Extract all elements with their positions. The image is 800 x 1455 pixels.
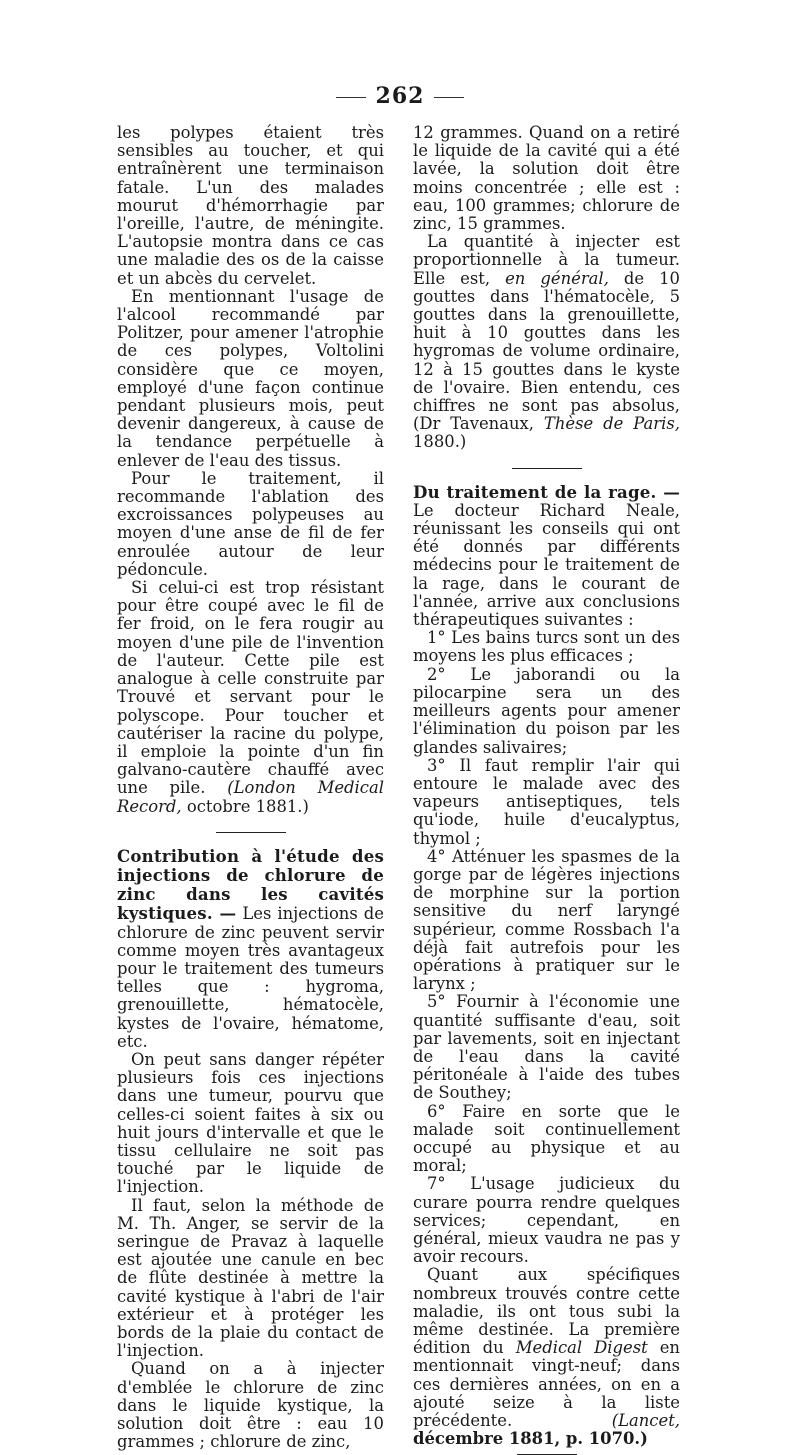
- paragraph: On peut sans danger répéter plusieurs fois ces injections dans une tumeur, pourvu que celles-ci soient faites à six ou huit jours d'intervalle et que le tissu cellulaire ne soit pas touché par le liquide de l'injection.: [117, 1049, 384, 1197]
- reference-author: (Dr Tavenaux,: [413, 414, 535, 434]
- paragraph: 12 grammes. Quand on a retiré le liquide de la cavité qui a été lavée, la solution doit être moins concentrée ; elle est : eau, 100 grammes; chlorure de zinc, 15 grammes.: [413, 123, 680, 234]
- source-title: (London Medical Record,: [117, 778, 384, 816]
- section-heading: [413, 483, 680, 630]
- section-divider: [216, 832, 286, 833]
- reference-title: Thèse de Paris,: [543, 414, 680, 434]
- heading-text: Contribution à l'étude des injections de chlorure de zinc dans les cavités kystiques. —: [117, 845, 384, 924]
- section-heading: [117, 847, 384, 1051]
- section-divider: [512, 468, 582, 469]
- page-number-text: 262: [375, 83, 425, 109]
- heading-text: Du traitement de la rage. —: [413, 481, 680, 502]
- reference-year: 1880.): [413, 432, 467, 452]
- page-number-dash-left: [336, 97, 366, 98]
- emphasis: en général,: [505, 268, 609, 288]
- source-date: octobre 1881.): [186, 796, 309, 816]
- list-item: 3° Il faut remplir l'air qui entoure le malade avec des vapeurs antiseptiques, tels qu'iode, huile d'eucalyptus, thymol ;: [413, 755, 680, 848]
- paragraph: [413, 233, 680, 451]
- list-item: 4° Atténuer les spasmes de la gorge par de légères injections de morphine sur la portion sensitive du nerf laryngé supérieur, comme Rossbach l'a déjà fait autrefois pour les opérations à pratiquer sur le larynx ;: [413, 846, 680, 994]
- list-item: 7° L'usage judicieux du curare pourra rendre quelques services; cependant, en général, mieux vaudra ne pas y avoir recours.: [413, 1174, 680, 1267]
- page-number-dash-right: [434, 97, 464, 98]
- paragraph-text: Le docteur Richard Neale, réunissant les conseils qui ont été donnés par différents médecins pour le traitement de la rage, dans le courant de l'année, arrive aux conclusions thérapeutiques suivantes :: [413, 500, 680, 630]
- paragraph: Il faut, selon la méthode de M. Th. Anger, se servir de la seringue de Pravaz à laquelle est ajoutée une canule en bec de flûte destinée à mettre la cavité kystique à l'abri de l'air extérieur et à protéger les bords de la plaie du contact de l'injection.: [117, 1195, 384, 1361]
- paragraph: [413, 1266, 680, 1448]
- paragraph-text: Si celui-ci est trop résistant pour être coupé avec le fil de fer froid, on le fera rougir au moyen d'une pile de l'invention de l'auteur. Cette pile est analogue à celle construite par Trouvé et servant pour le polyscope. Pour toucher et cautériser la racine du polype, il emploie la pointe d'un fin galvano-cautère chauffé avec une pile.: [117, 578, 384, 798]
- list-item: 5° Fournir à l'économie une quantité suffisante d'eau, soit par lavements, soit en injectant de l'eau dans la cavité péritonéale à l'aide des tubes de Southey;: [413, 992, 680, 1103]
- list-item: 1° Les bains turcs sont un des moyens les plus efficaces ;: [413, 628, 680, 666]
- source-title: (Lancet,: [611, 1411, 680, 1431]
- paragraph-text: en mentionnait vingt-neuf; dans ces dernières années, on en a ajouté seize à la liste précédente.: [413, 1338, 680, 1431]
- paragraph-text: La quantité à injecter est proportionnelle à la tumeur. Elle est,: [413, 232, 680, 288]
- paragraph: [117, 579, 384, 816]
- paragraph: Quand on a à injecter d'emblée le chlorure de zinc dans le liquide kystique, la solution doit être : eau 10 grammes ; chlorure de zinc,: [117, 1359, 384, 1452]
- paragraph: les polypes étaient très sensibles au toucher, et qui entraînèrent une terminaison fatale. L'un des malades mourut d'hémorrhagie par l'oreille, l'autre, de méningite. L'autopsie montra dans ce cas une maladie des os de la caisse et un abcès du cervelet.: [117, 123, 384, 288]
- paragraph-text: Les injections de chlorure de zinc peuvent servir comme moyen très avantageux pour le traitement des tumeurs telles que : hygroma, grenouillette, hématocèle, kystes de l'ovaire, hématome, etc.: [117, 904, 384, 1051]
- source-date: décembre 1881, p. 1070.): [413, 1429, 648, 1449]
- page-number: [0, 83, 800, 109]
- paragraph-text: Quant aux spécifiques nombreux trouvés contre cette maladie, ils ont tous subi la même destinée. La première édition du: [413, 1265, 680, 1358]
- paragraph-text: de 10 gouttes dans l'hématocèle, 5 gouttes dans la grenouillette, huit à 10 gouttes dans les hygromas de volume ordinaire, 12 à 15 gouttes dans le kyste de l'ovaire. Bien entendu, ces chiffres ne sont pas absolus,: [413, 268, 680, 416]
- emphasis: Medical Digest: [515, 1338, 648, 1358]
- paragraph: Pour le traitement, il recommande l'ablation des excroissances polypeuses au moyen d'une anse de fil de fer enroulée autour de leur pédoncule.: [117, 468, 384, 579]
- right-column: [413, 124, 680, 1455]
- left-column: [117, 124, 384, 1451]
- paragraph: En mentionnant l'usage de l'alcool recommandé par Politzer, pour amener l'atrophie de ces polypes, Voltolini considère que ce moyen, employé d'une façon continue pendant plusieurs mois, peut devenir dangereux, à cause de la tendance perpétuelle à enlever de l'eau des tissus.: [117, 286, 384, 470]
- list-item: 2° Le jaborandi ou la pilocarpine sera un des meilleurs agents pour amener l'élimination du poison par les glandes salivaires;: [413, 664, 680, 757]
- list-item: 6° Faire en sorte que le malade soit continuellement occupé au physique et au moral;: [413, 1101, 680, 1176]
